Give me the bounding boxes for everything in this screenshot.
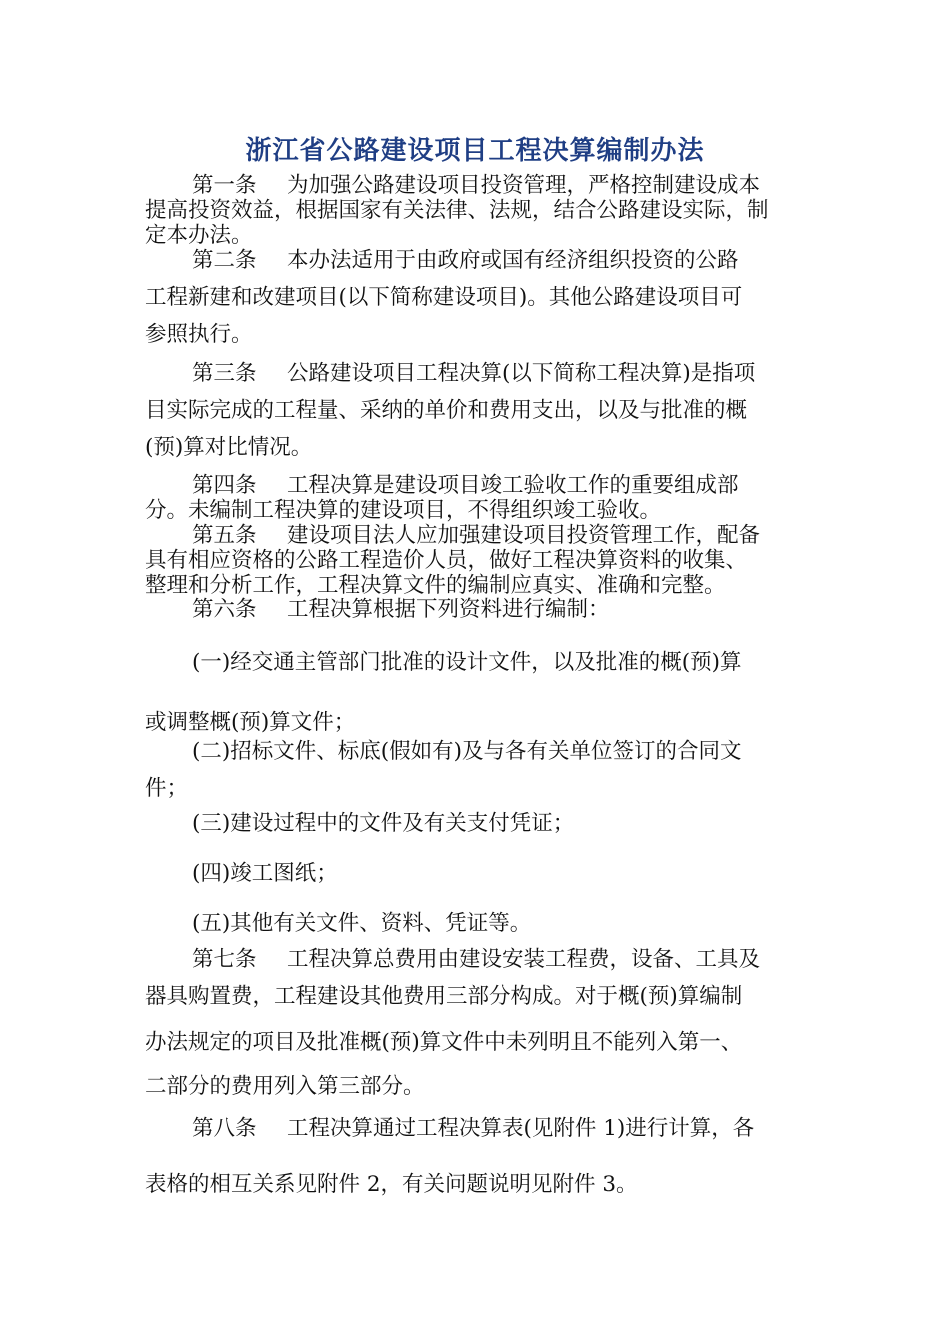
list-item-4: (四)竣工图纸； — [192, 861, 338, 886]
article-8: 第八条 工程决算通过工程决算表(见附件 1)进行计算，各 表格的相互关系见附件 2，有关问题说明见附件 3。 — [145, 1101, 807, 1213]
article-6: 第六条 工程决算根据下列资料进行编制： — [192, 597, 610, 622]
list-item-2: (二)招标文件、标底(假如有)及与各有关单位签订的合同文 件； — [145, 739, 742, 801]
article-2: 第二条 本办法适用于由政府或国有经济组织投资的公路 工程新建和改建项目(以下简称建设项目)。其他公路建设项目可 参照执行。 — [145, 242, 807, 353]
article-label: 第七条 — [192, 947, 257, 972]
list-item-1: (一)经交通主管部门批准的设计文件，以及批准的概(预)算 或调整概(预)算文件； — [145, 650, 742, 735]
article-3: 第三条 公路建设项目工程决算(以下简称工程决算)是指项 目实际完成的工程量、采纳的单价和费用支出，以及与批准的概 (预)算对比情况。 — [145, 355, 807, 466]
article-label: 第四条 — [192, 473, 257, 498]
list-item-5: (五)其他有关文件、资料、凭证等。 — [192, 911, 532, 936]
article-label: 第一条 — [192, 173, 257, 198]
article-1: 第一条 为加强公路建设项目投资管理，严格控制建设成本 提高投资效益，根据国家有关法律、法规，结合公路建设实际，制 定本办法。 — [145, 173, 769, 248]
list-item-3: (三)建设过程中的文件及有关支付凭证； — [192, 811, 575, 836]
article-7: 第七条 工程决算总费用由建设安装工程费，设备、工具及 器具购置费，工程建设其他费用三部分构成。对于概(预)算编制 办法规定的项目及批准概(预)算文件中未列明且不能列入第一、 二部分的费用列入第三部分。 — [145, 941, 807, 1103]
article-label: 第六条 — [192, 597, 257, 622]
article-label: 第五条 — [192, 523, 257, 548]
article-5: 第五条 建设项目法人应加强建设项目投资管理工作，配备 具有相应资格的公路工程造价人员，做好工程决算资料的收集、 整理和分析工作，工程决算文件的编制应真实、准确和完整。 — [145, 523, 761, 598]
document-title: 浙江省公路建设项目工程决算编制办法 — [245, 136, 705, 166]
article-label: 第二条 — [192, 248, 257, 273]
article-label: 第八条 — [192, 1116, 257, 1141]
article-label: 第三条 — [192, 361, 257, 386]
article-4: 第四条 工程决算是建设项目竣工验收工作的重要组成部 分。未编制工程决算的建设项目，不得组织竣工验收。 — [145, 473, 739, 523]
